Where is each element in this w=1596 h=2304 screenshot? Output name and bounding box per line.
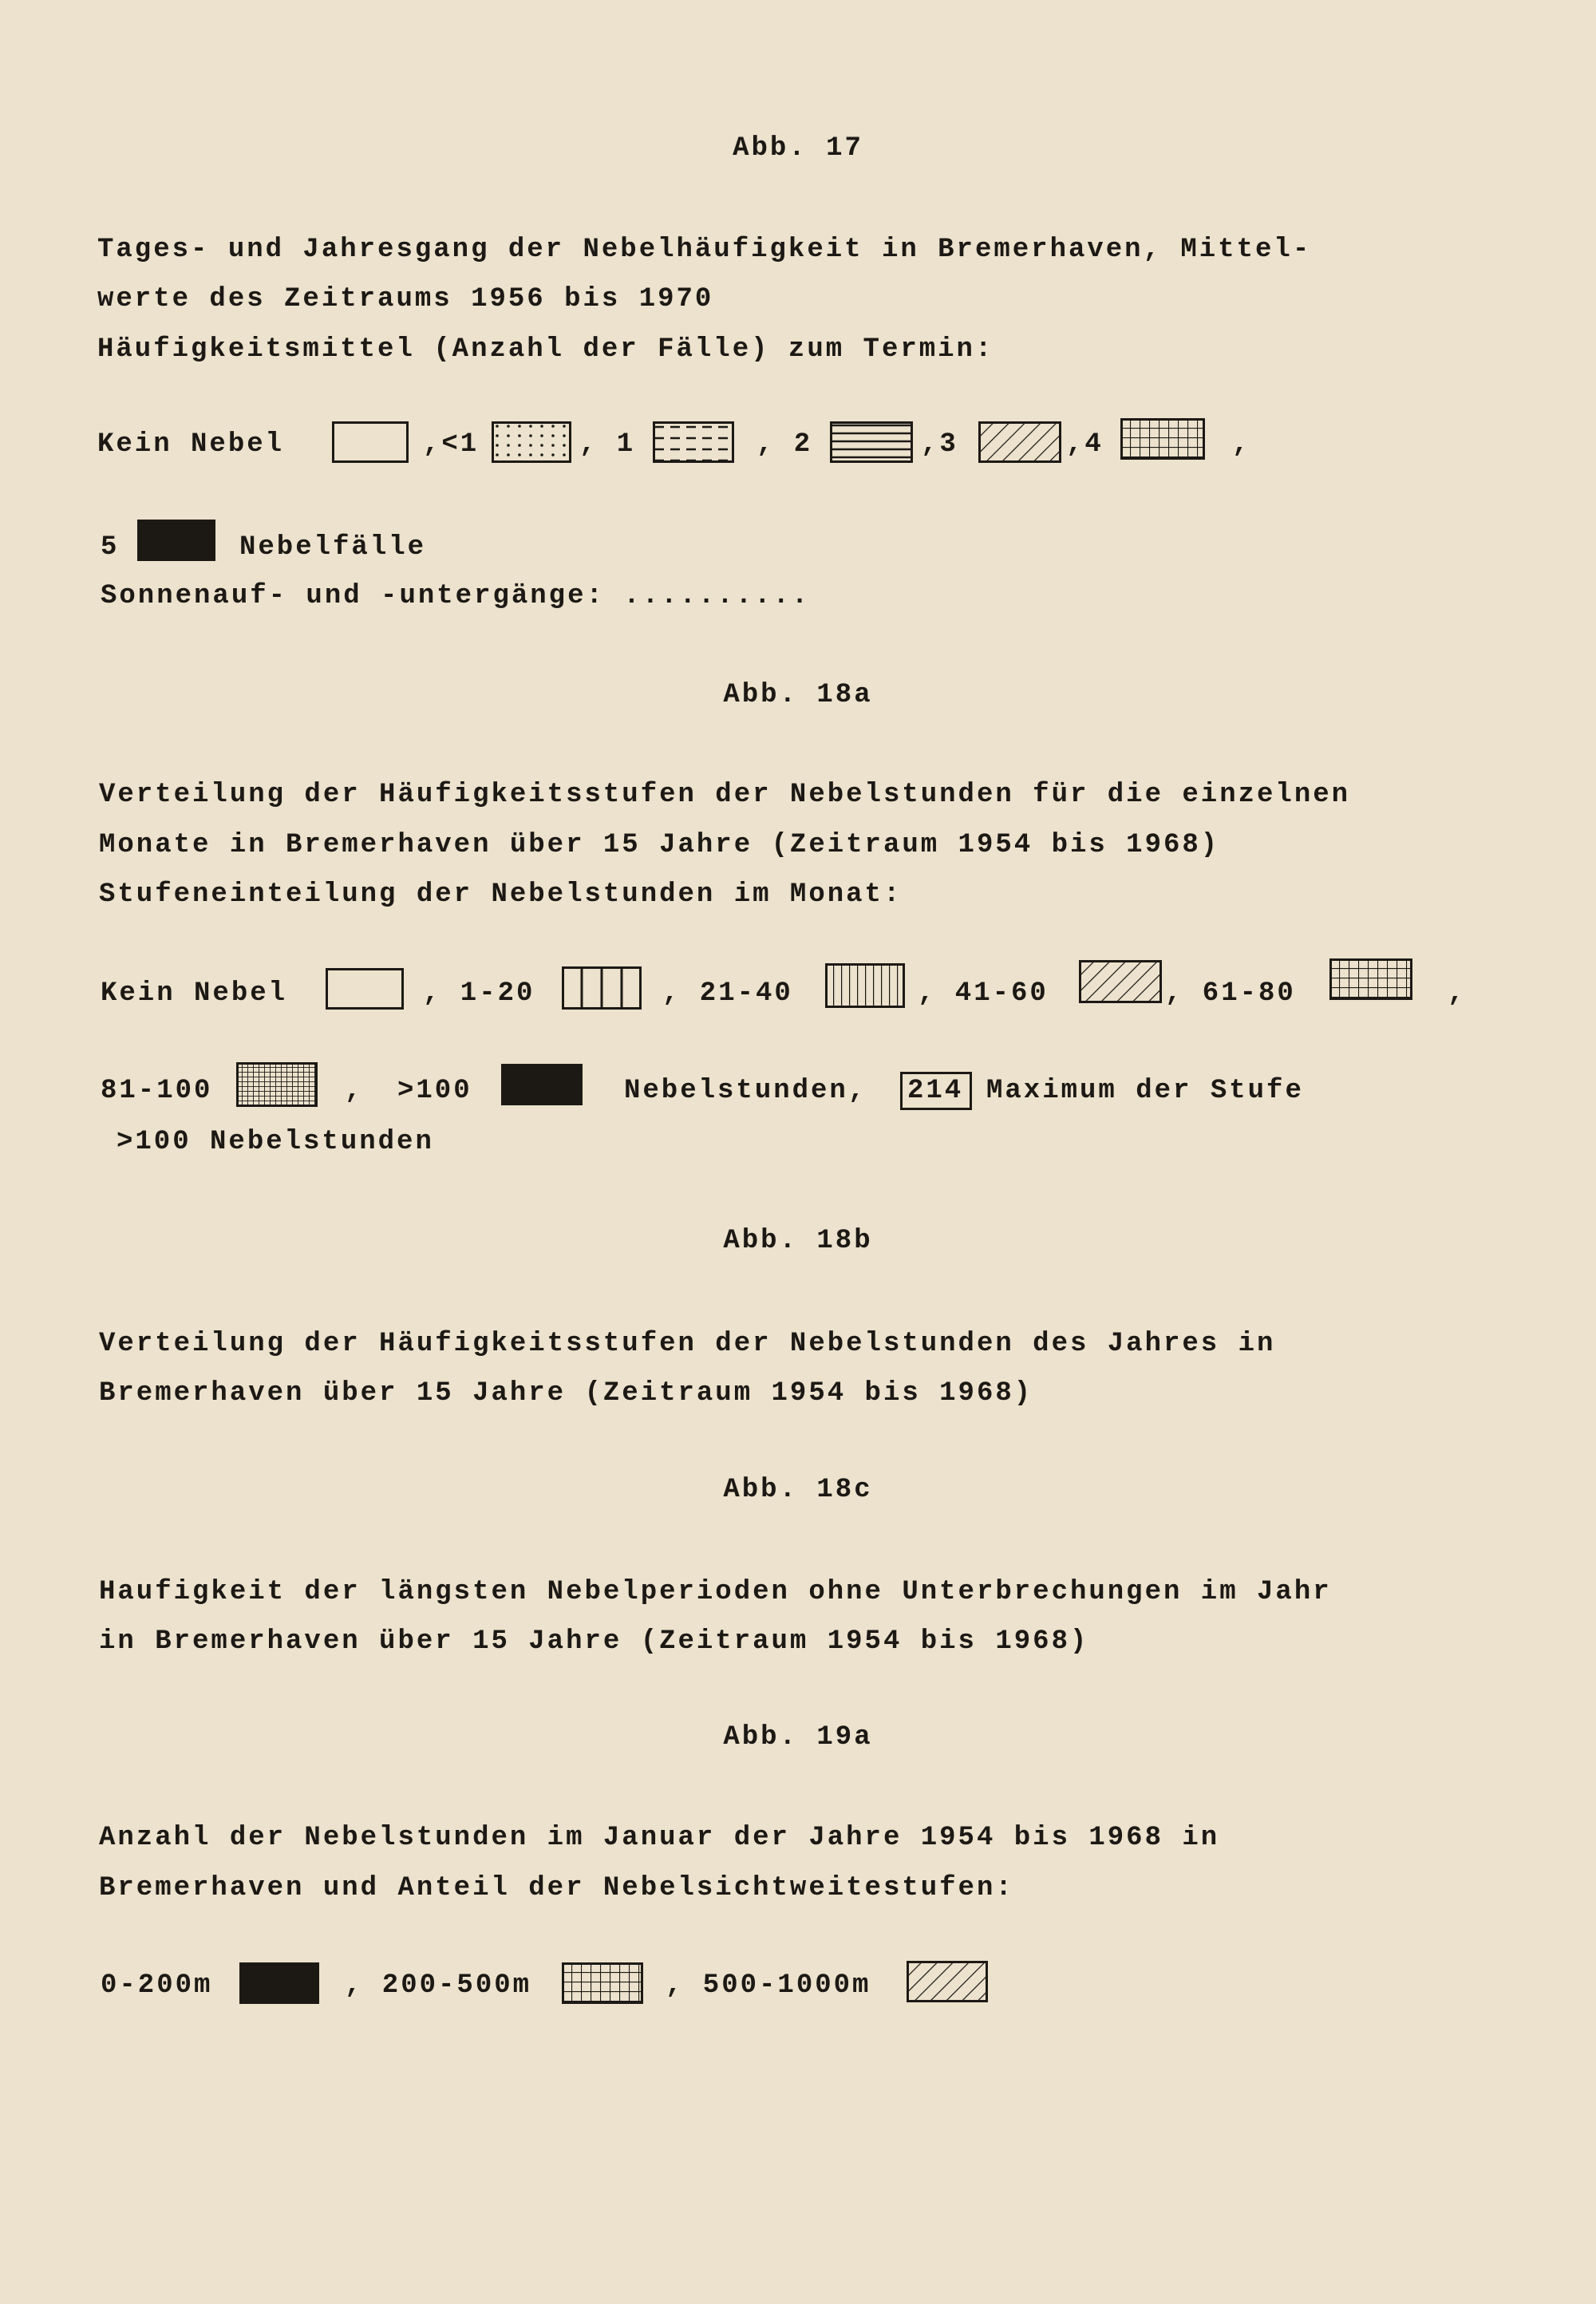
abb17-legend-comma: ,: [1232, 429, 1251, 460]
abb17-symbol-diagonal: [978, 421, 1061, 463]
abb17-symbol-kein-nebel: [332, 421, 409, 463]
abb19a-heading: Abb. 19a: [723, 1722, 873, 1753]
abb17-caption-line-3: Häufigkeitsmittel (Anzahl der Fälle) zum Termin:: [97, 334, 994, 365]
abb18b-caption-line-2: Bremerhaven über 15 Jahre (Zeitraum 1954 bis 1968): [99, 1378, 1033, 1409]
abb19a-symbol-solid: [239, 1962, 319, 2004]
abb18a-symbol-v3: [562, 966, 642, 1010]
abb18a-caption-line-3: Stufeneinteilung der Nebelstunden im Monat:: [99, 879, 903, 910]
abb18a-legend-label-gt100-nebelstunden: >100 Nebelstunden: [117, 1127, 434, 1157]
abb18a-legend-label-21-40: , 21-40: [662, 978, 793, 1009]
abb17-heading: Abb. 17: [733, 133, 863, 164]
abb17-symbol-lines: [830, 421, 913, 463]
abb17-legend-label-3: ,3: [921, 429, 958, 460]
abb17-caption-line-1: Tages- und Jahresgang der Nebelhäufigkeit in Bremerhaven, Mittel-: [97, 235, 1312, 265]
abb18a-symbol-solid: [501, 1064, 583, 1105]
abb17-symbol-solid: [137, 520, 215, 561]
abb17-symbol-dots: [492, 421, 571, 463]
abb18c-heading: Abb. 18c: [723, 1475, 873, 1505]
abb18a-legend-label-1-20: , 1-20: [423, 978, 535, 1009]
abb18a-symbol-grid: [1329, 958, 1412, 1000]
abb18a-legend-label-kein-nebel: Kein Nebel: [101, 978, 288, 1009]
abb18a-symbol-v5: [825, 963, 905, 1008]
abb17-legend-label-1: , 1: [579, 429, 636, 460]
abb18a-legend-label-61-80: , 61-80: [1165, 978, 1296, 1009]
abb19a-symbol-grid: [562, 1962, 643, 2004]
abb18a-legend-label-maximum: Maximum der Stufe: [986, 1076, 1304, 1106]
abb17-legend-label-nebelfaelle: Nebelfälle: [239, 532, 427, 563]
abb19a-legend-label-200-500m: , 200-500m: [345, 1970, 532, 2001]
abb18c-caption-line-2: in Bremerhaven über 15 Jahre (Zeitraum 1954 bis 1968): [99, 1626, 1089, 1657]
abb18a-caption-line-2: Monate in Bremerhaven über 15 Jahre (Zeitraum 1954 bis 1968): [99, 830, 1220, 860]
abb17-legend-label-5: 5: [101, 532, 120, 563]
abb19a-symbol-diagonal: [907, 1961, 988, 2002]
abb18a-legend-label-81-100: 81-100: [101, 1076, 213, 1106]
abb18a-maximum-box: 214: [900, 1072, 972, 1110]
abb18a-legend-comma-2: ,: [345, 1076, 364, 1106]
abb18a-symbol-kein-nebel: [326, 968, 404, 1010]
abb17-legend-label-lt1: ,<1: [423, 429, 480, 460]
abb17-legend-label-2: , 2: [757, 429, 813, 460]
abb17-symbol-grid: [1120, 418, 1205, 460]
abb18a-legend-comma: ,: [1448, 978, 1467, 1009]
abb18a-legend-label-nebelstunden: Nebelstunden,: [624, 1076, 867, 1106]
abb19a-caption-line-1: Anzahl der Nebelstunden im Januar der Jahre 1954 bis 1968 in: [99, 1823, 1220, 1853]
abb18a-caption-line-1: Verteilung der Häufigkeitsstufen der Nebelstunden für die einzelnen: [99, 780, 1351, 810]
abb19a-legend-label-0-200m: 0-200m: [101, 1970, 213, 2001]
abb18b-heading: Abb. 18b: [723, 1226, 873, 1256]
abb18c-caption-line-1: Haufigkeit der längsten Nebelperioden ohne Unterbrechungen im Jahr: [99, 1577, 1332, 1607]
abb17-legend-label-4: ,4: [1066, 429, 1104, 460]
abb18a-heading: Abb. 18a: [723, 680, 873, 710]
abb18a-symbol-fine-grid: [236, 1062, 318, 1107]
abb18a-legend-label-gt100: >100: [397, 1076, 472, 1106]
abb17-symbol-dashes: [653, 421, 734, 463]
abb17-sun-label: Sonnenauf- und -untergänge: ..........: [101, 581, 811, 611]
abb19a-legend-label-500-1000m: , 500-1000m: [666, 1970, 871, 2001]
abb19a-caption-line-2: Bremerhaven und Anteil der Nebelsichtweitestufen:: [99, 1873, 1014, 1903]
abb17-caption-line-2: werte des Zeitraums 1956 bis 1970: [97, 284, 714, 314]
abb18a-legend-label-41-60: , 41-60: [918, 978, 1049, 1009]
abb18a-symbol-diagonal: [1079, 960, 1162, 1003]
abb18b-caption-line-1: Verteilung der Häufigkeitsstufen der Nebelstunden des Jahres in: [99, 1329, 1276, 1359]
abb17-legend-label-kein-nebel: Kein Nebel: [97, 429, 285, 460]
